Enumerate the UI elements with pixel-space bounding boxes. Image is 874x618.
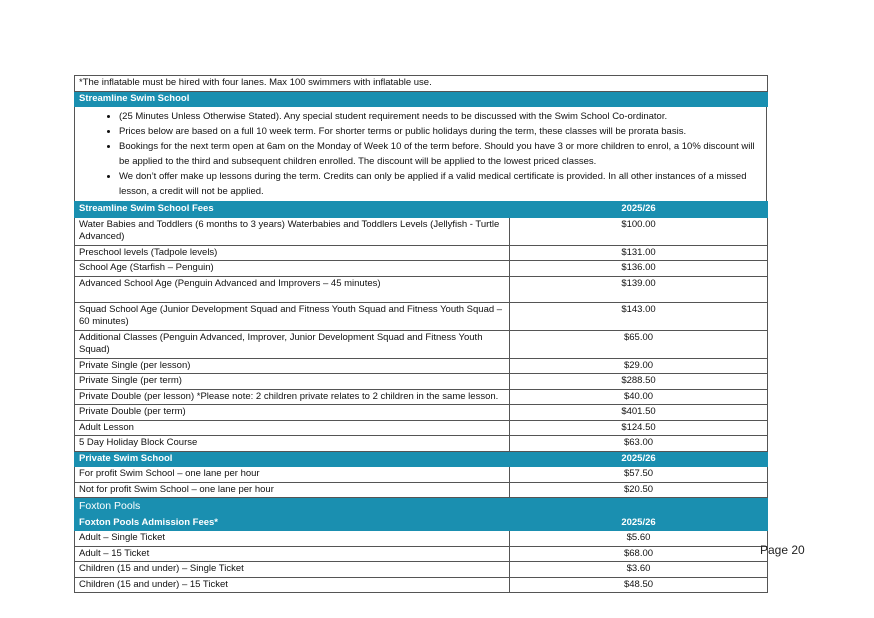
fee-item: Private Single (per lesson)	[75, 358, 510, 374]
fee-item: Not for profit Swim School – one lane per hour	[75, 482, 510, 498]
table-row	[75, 405, 768, 421]
foxton-header-row	[75, 515, 768, 531]
fee-item: Adult Lesson	[75, 420, 510, 436]
table-row	[75, 482, 768, 498]
streamline-info	[74, 107, 767, 201]
table-row	[75, 420, 768, 436]
table-row	[75, 436, 768, 452]
table-row	[75, 245, 768, 261]
note-row	[75, 76, 768, 92]
fee-price: $57.50	[510, 467, 768, 483]
fee-price: $68.00	[510, 546, 768, 562]
foxton-section-row	[75, 498, 768, 516]
table-row	[75, 577, 768, 593]
fee-price: $143.00	[510, 302, 768, 330]
table-row	[75, 389, 768, 405]
note-table	[74, 75, 768, 107]
fee-price: $131.00	[510, 245, 768, 261]
fee-price: $288.50	[510, 374, 768, 390]
fee-price: $20.50	[510, 482, 768, 498]
streamline-bullet-list	[75, 109, 762, 199]
inflatable-note: *The inflatable must be hired with four lanes. Max 100 swimmers with inflatable use.	[75, 76, 510, 92]
table-row	[75, 358, 768, 374]
fee-price: $40.00	[510, 389, 768, 405]
foxton-section-title: Foxton Pools	[75, 498, 768, 516]
table-row	[75, 374, 768, 390]
fee-item: Preschool levels (Tadpole levels)	[75, 245, 510, 261]
fee-price: $139.00	[510, 276, 768, 302]
fee-item: Water Babies and Toddlers (6 months to 3 years) Waterbabies and Toddlers Levels (Jellyfish - Turtle Advanced)	[75, 217, 510, 245]
fee-item: For profit Swim School – one lane per hour	[75, 467, 510, 483]
table-row	[75, 467, 768, 483]
streamline-title: Streamline Swim School	[75, 91, 768, 107]
table-row	[75, 302, 768, 330]
streamline-title-row	[75, 91, 768, 107]
table-row	[75, 531, 768, 547]
table-row	[75, 276, 768, 302]
table-row	[75, 261, 768, 277]
document-body	[74, 75, 767, 593]
table-row	[75, 217, 768, 245]
page-number: Page 20	[760, 543, 805, 557]
note-empty-cell	[510, 76, 768, 92]
bullet-item: • Bookings for the next term open at 6am on the Monday of Week 10 of the term before. Should you have 3 or more children to enrol, a 10% discount will be applied to the third and subsequent children enrolled. The discount will be applied to the lowest priced classes.	[119, 139, 762, 169]
bullet-item: • Prices below are based on a full 10 week term. For shorter terms or public holidays during the term, these classes will be prorata basis.	[119, 124, 762, 139]
fee-item: Additional Classes (Penguin Advanced, Improver, Junior Development Squad and Fitness Youth Squad)	[75, 330, 510, 358]
foxton-header: Foxton Pools Admission Fees*	[75, 515, 510, 531]
fee-item: School Age (Starfish – Penguin)	[75, 261, 510, 277]
fee-price: $5.60	[510, 531, 768, 547]
fee-price: $124.50	[510, 420, 768, 436]
bullet-item: • We don’t offer make up lessons during the term. Credits can only be applied if a valid medical certificate is provided. In all other instances of a missed lesson, a credit will not be applied.	[119, 169, 762, 199]
fee-price: $65.00	[510, 330, 768, 358]
fee-item: 5 Day Holiday Block Course	[75, 436, 510, 452]
fee-item: Private Double (per term)	[75, 405, 510, 421]
fee-item: Private Single (per term)	[75, 374, 510, 390]
fee-item: Private Double (per lesson) *Please note: 2 children private relates to 2 children in the same lesson.	[75, 389, 510, 405]
table-row	[75, 546, 768, 562]
table-row	[75, 330, 768, 358]
fee-item: Adult – Single Ticket	[75, 531, 510, 547]
fee-price: $401.50	[510, 405, 768, 421]
fees-table	[74, 201, 768, 593]
fee-price: $136.00	[510, 261, 768, 277]
private-school-header-row	[75, 451, 768, 467]
fees-year: 2025/26	[510, 202, 768, 218]
private-school-year: 2025/26	[510, 451, 768, 467]
table-row	[75, 562, 768, 578]
fee-item: Adult – 15 Ticket	[75, 546, 510, 562]
fees-header: Streamline Swim School Fees	[75, 202, 510, 218]
bullet-item: • (25 Minutes Unless Otherwise Stated). Any special student requirement needs to be discussed with the Swim School Co-ordinator.	[119, 109, 762, 124]
fee-item: Squad School Age (Junior Development Squad and Fitness Youth Squad and Fitness Youth Squad – 60 minutes)	[75, 302, 510, 330]
foxton-year: 2025/26	[510, 515, 768, 531]
fee-item: Advanced School Age (Penguin Advanced and Improvers – 45 minutes)	[75, 276, 510, 302]
fee-item: Children (15 and under) – 15 Ticket	[75, 577, 510, 593]
fees-header-row	[75, 202, 768, 218]
fee-price: $3.60	[510, 562, 768, 578]
fee-price: $48.50	[510, 577, 768, 593]
fee-item: Children (15 and under) – Single Ticket	[75, 562, 510, 578]
private-school-header: Private Swim School	[75, 451, 510, 467]
fee-price: $100.00	[510, 217, 768, 245]
fee-price: $63.00	[510, 436, 768, 452]
fee-price: $29.00	[510, 358, 768, 374]
